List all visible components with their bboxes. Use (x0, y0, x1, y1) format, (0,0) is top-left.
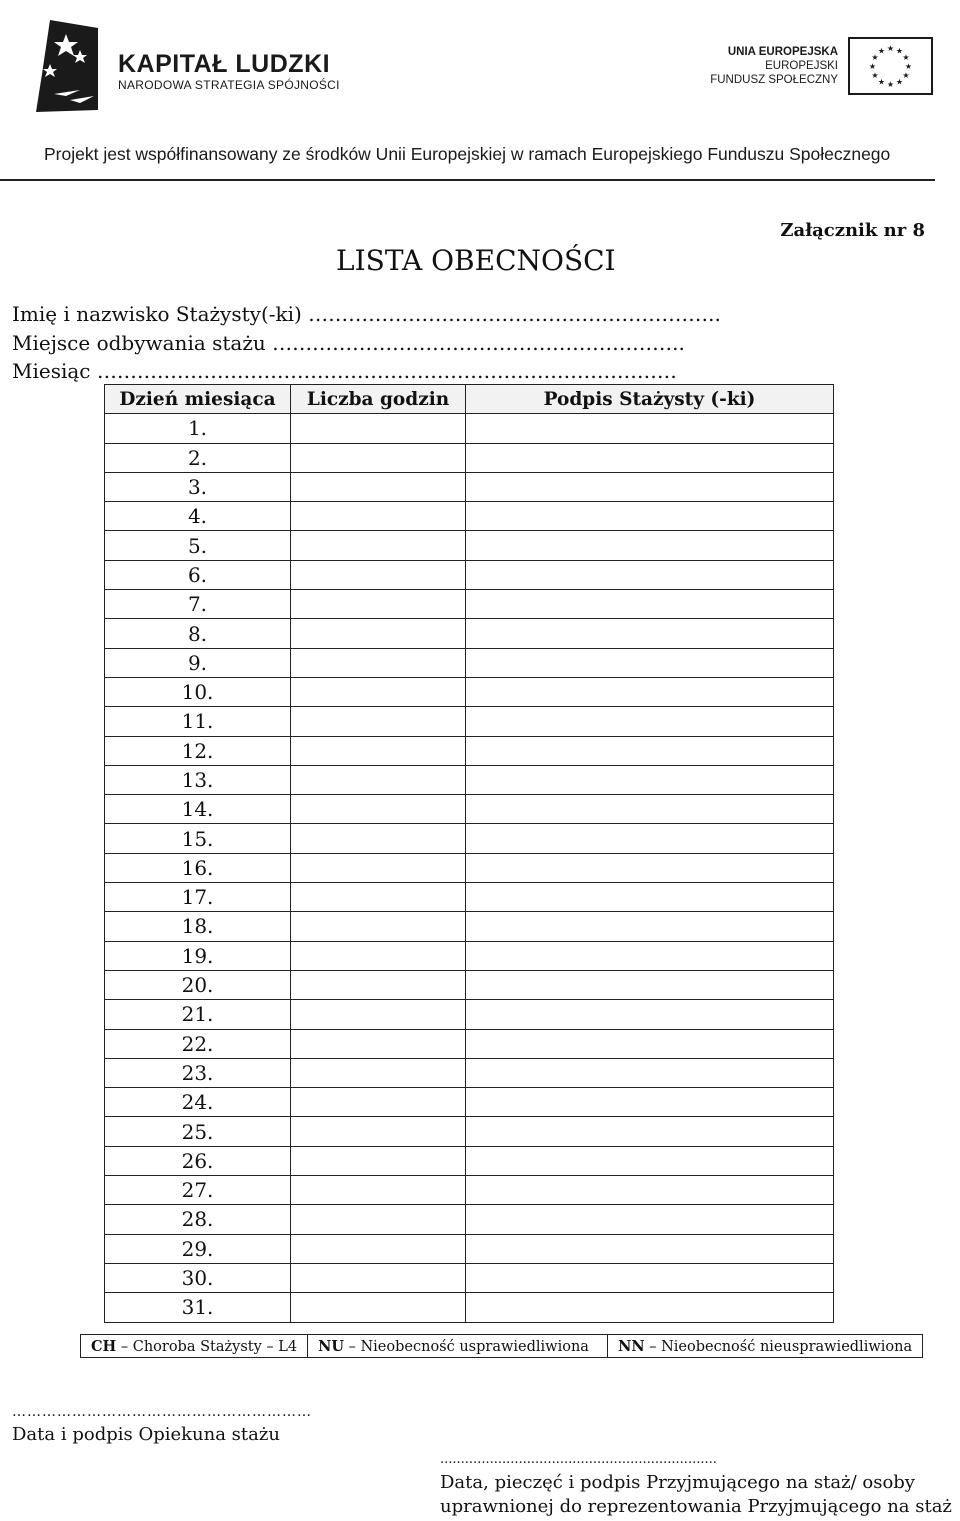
program-subtitle: NARODOWA STRATEGIA SPÓJNOŚCI (118, 78, 340, 92)
hours-cell[interactable] (291, 1088, 466, 1117)
hours-cell[interactable] (291, 853, 466, 882)
table-row (105, 1000, 834, 1029)
day-cell: 9. (105, 648, 291, 677)
legend-text: – Choroba Stażysty – L4 (116, 1338, 298, 1355)
day-cell: 24. (105, 1088, 291, 1117)
day-cell: 15. (105, 824, 291, 853)
signature-cell[interactable] (466, 736, 834, 765)
legend-code: NN (618, 1337, 645, 1355)
funding-note: Projekt jest współfinansowany ze środków Unii Europejskiej w ramach Europejskiego Funduszu Społecznego (44, 144, 891, 164)
legend-text: – Nieobecność usprawiedliwiona (344, 1338, 589, 1355)
table-row (105, 707, 834, 736)
day-cell: 11. (105, 707, 291, 736)
signature-cell[interactable] (466, 502, 834, 531)
day-cell: 8. (105, 619, 291, 648)
legend-item-ch (81, 1335, 308, 1358)
hours-cell[interactable] (291, 824, 466, 853)
day-cell: 1. (105, 414, 291, 443)
day-cell: 4. (105, 502, 291, 531)
table-row (105, 1146, 834, 1175)
signature-cell[interactable] (466, 1058, 834, 1087)
svg-text:★: ★ (871, 53, 879, 62)
signature-cell[interactable] (466, 1263, 834, 1292)
table-row (105, 970, 834, 999)
svg-text:★: ★ (886, 80, 895, 89)
hours-cell[interactable] (291, 1205, 466, 1234)
hours-cell[interactable] (291, 912, 466, 941)
hours-cell[interactable] (291, 531, 466, 560)
hours-cell[interactable] (291, 795, 466, 824)
eu-line-1: UNIA EUROPEJSKA (727, 46, 838, 58)
signature-cell[interactable] (466, 414, 834, 443)
col-signature-header: Podpis Stażysty (-ki) (466, 385, 834, 414)
svg-text:★: ★ (902, 53, 910, 62)
svg-text:★: ★ (877, 77, 886, 87)
hours-cell[interactable] (291, 1263, 466, 1292)
hours-cell[interactable] (291, 970, 466, 999)
signature-cell[interactable] (466, 648, 834, 677)
table-row (105, 824, 834, 853)
signature-cell[interactable] (466, 707, 834, 736)
day-cell: 28. (105, 1205, 291, 1234)
day-cell: 5. (105, 531, 291, 560)
legend-code: NU (318, 1337, 345, 1355)
table-row (105, 1117, 834, 1146)
hours-cell[interactable] (291, 619, 466, 648)
signature-cell[interactable] (466, 883, 834, 912)
table-row (105, 502, 834, 531)
svg-text:★: ★ (902, 71, 910, 80)
table-row (105, 765, 834, 794)
table-row (105, 1029, 834, 1058)
employer-signature-line: ................................................................... (440, 1452, 717, 1467)
signature-cell[interactable] (466, 1176, 834, 1205)
signature-cell[interactable] (466, 824, 834, 853)
signature-cell[interactable] (466, 531, 834, 560)
day-cell: 3. (105, 472, 291, 501)
eu-flag-icon (848, 37, 933, 95)
day-cell: 22. (105, 1029, 291, 1058)
signature-cell[interactable] (466, 970, 834, 999)
signature-cell[interactable] (466, 765, 834, 794)
attendance-table (104, 384, 834, 1323)
hours-cell[interactable] (291, 677, 466, 706)
annex-number: Załącznik nr 8 (780, 220, 925, 241)
col-hours-header: Liczba godzin (291, 385, 466, 414)
employer-label-line-2: uprawnionej do reprezentowania Przyjmującego na staż (440, 1496, 952, 1517)
header-divider (0, 179, 935, 181)
employer-signature-label (440, 1471, 952, 1519)
col-day-header: Dzień miesiąca (105, 385, 291, 414)
table-row (105, 648, 834, 677)
hours-cell[interactable] (291, 736, 466, 765)
program-name: KAPITAŁ LUDZKI (118, 50, 331, 78)
day-cell: 20. (105, 970, 291, 999)
hours-cell[interactable] (291, 707, 466, 736)
signature-cell[interactable] (466, 590, 834, 619)
hours-cell[interactable] (291, 648, 466, 677)
eu-label (710, 45, 838, 87)
hours-cell[interactable] (291, 1000, 466, 1029)
hours-cell[interactable] (291, 502, 466, 531)
hours-cell[interactable] (291, 1029, 466, 1058)
table-row (105, 883, 834, 912)
table-row (105, 1176, 834, 1205)
signature-cell[interactable] (466, 1146, 834, 1175)
table-row (105, 472, 834, 501)
table-row (105, 912, 834, 941)
hours-cell[interactable] (291, 472, 466, 501)
employer-label-line-1: Data, pieczęć i podpis Przyjmującego na staż/ osoby (440, 1472, 915, 1493)
table-row (105, 1058, 834, 1087)
day-cell: 18. (105, 912, 291, 941)
day-cell: 27. (105, 1176, 291, 1205)
day-cell: 12. (105, 736, 291, 765)
table-row (105, 443, 834, 472)
signature-cell[interactable] (466, 1117, 834, 1146)
day-cell: 25. (105, 1117, 291, 1146)
month-field: Miesiąc …………………………………………………………………………… (12, 359, 677, 383)
attendance-rows (105, 414, 834, 1322)
table-row (105, 414, 834, 443)
svg-text:★: ★ (886, 44, 895, 53)
svg-text:★: ★ (871, 71, 879, 80)
eu-line-2: EUROPEJSKI (765, 60, 838, 72)
table-row (105, 1234, 834, 1263)
signature-cell[interactable] (466, 1029, 834, 1058)
table-row (105, 941, 834, 970)
day-cell: 21. (105, 1000, 291, 1029)
kapital-ludzki-logo-icon (36, 20, 98, 112)
table-row (105, 1293, 834, 1322)
signature-cell[interactable] (466, 941, 834, 970)
table-row (105, 1205, 834, 1234)
signature-cell[interactable] (466, 1234, 834, 1263)
hours-cell[interactable] (291, 1293, 466, 1322)
page-title: LISTA OBECNOŚCI (336, 244, 616, 277)
signature-cell[interactable] (466, 1293, 834, 1322)
hours-cell[interactable] (291, 1117, 466, 1146)
day-cell: 19. (105, 941, 291, 970)
table-row (105, 677, 834, 706)
signature-cell[interactable] (466, 443, 834, 472)
table-row (105, 853, 834, 882)
legend-item-nu (308, 1335, 608, 1358)
day-cell: 29. (105, 1234, 291, 1263)
supervisor-signature-line: …………………………………………………… (12, 1404, 312, 1420)
hours-cell[interactable] (291, 1234, 466, 1263)
table-row (105, 736, 834, 765)
hours-cell[interactable] (291, 414, 466, 443)
svg-text:★: ★ (904, 62, 913, 71)
signature-cell[interactable] (466, 619, 834, 648)
table-row (105, 560, 834, 589)
internship-place-field: Miejsce odbywania stażu …………………………………………………….. (12, 331, 685, 355)
day-cell: 14. (105, 795, 291, 824)
table-row (105, 1263, 834, 1292)
signature-cell[interactable] (466, 912, 834, 941)
table-row (105, 1088, 834, 1117)
hours-cell[interactable] (291, 1146, 466, 1175)
day-cell: 2. (105, 443, 291, 472)
day-cell: 31. (105, 1293, 291, 1322)
hours-cell[interactable] (291, 941, 466, 970)
table-row (105, 619, 834, 648)
signature-cell[interactable] (466, 1000, 834, 1029)
day-cell: 6. (105, 560, 291, 589)
day-cell: 7. (105, 590, 291, 619)
hours-cell[interactable] (291, 765, 466, 794)
table-header-row (105, 385, 834, 414)
hours-cell[interactable] (291, 590, 466, 619)
signature-cell[interactable] (466, 1205, 834, 1234)
signature-cell[interactable] (466, 795, 834, 824)
eu-line-3: FUNDUSZ SPOŁECZNY (710, 74, 838, 86)
day-cell: 17. (105, 883, 291, 912)
signature-cell[interactable] (466, 677, 834, 706)
table-row (105, 531, 834, 560)
svg-text:★: ★ (877, 46, 886, 56)
signature-cell[interactable] (466, 1088, 834, 1117)
day-cell: 16. (105, 853, 291, 882)
day-cell: 10. (105, 677, 291, 706)
legend-text: – Nieobecność nieusprawiedliwiona (644, 1338, 913, 1355)
day-cell: 26. (105, 1146, 291, 1175)
table-row (105, 590, 834, 619)
intern-name-field: Imię i nazwisko Stażysty(-ki) …………………………………………………….. (12, 302, 721, 326)
hours-cell[interactable] (291, 1176, 466, 1205)
day-cell: 23. (105, 1058, 291, 1087)
signature-cell[interactable] (466, 853, 834, 882)
table-row (105, 795, 834, 824)
supervisor-signature-label: Data i podpis Opiekuna stażu (12, 1424, 280, 1445)
signature-cell[interactable] (466, 472, 834, 501)
svg-text:★: ★ (895, 77, 904, 87)
signature-cell[interactable] (466, 560, 834, 589)
hours-cell[interactable] (291, 883, 466, 912)
hours-cell[interactable] (291, 560, 466, 589)
svg-text:★: ★ (868, 62, 877, 71)
absence-legend (80, 1334, 923, 1358)
day-cell: 30. (105, 1263, 291, 1292)
svg-text:★: ★ (895, 46, 904, 56)
hours-cell[interactable] (291, 1058, 466, 1087)
legend-code: CH (91, 1337, 117, 1355)
hours-cell[interactable] (291, 443, 466, 472)
day-cell: 13. (105, 765, 291, 794)
legend-item-nn (608, 1335, 923, 1358)
